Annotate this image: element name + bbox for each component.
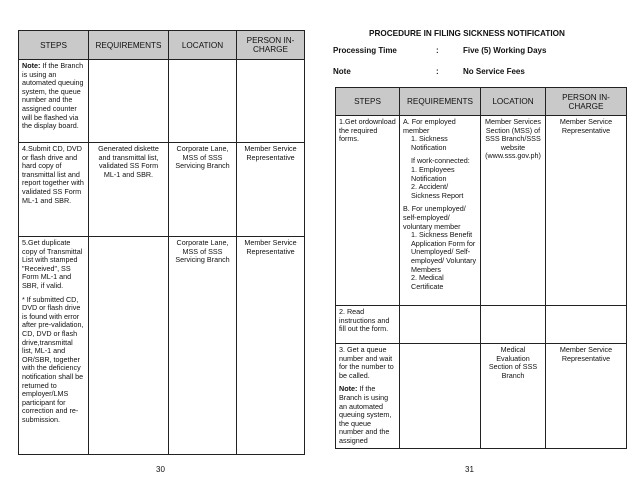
step-cell: 2. Read instructions and fill out the form. [336, 306, 400, 344]
location-cell: Corporate Lane, MSS of SSS Servicing Branch [169, 143, 237, 237]
req-employed-heading: A. For employed member [403, 117, 456, 135]
req-unemployed-heading: B. For unemployed/ self-employed/ voluntary member [403, 204, 466, 231]
requirements-cell [400, 116, 481, 306]
person-cell: Member Service Representative [237, 143, 305, 237]
table-row [19, 237, 305, 455]
req-sickness-benefit-form: 1. Sickness Benefit Application Form for Unemployed/ Self-employed/ Voluntary Members [411, 230, 477, 274]
step-text: 3. Get a queue number and wait for the number to be called. [339, 345, 394, 380]
note-label: Note: [339, 384, 358, 394]
req-if-work-connected: If work-connected: [411, 156, 470, 166]
step-footnote: * If submitted CD, DVD or flash drive is found with error after pre-validation, CD, DVD or flash drive,transmittal list, ML-1 and OR/SBR, together with the deficiency notification shall be returned to employer/LMS participant for correction and re-submission. [22, 294, 84, 424]
req-sickness-notification: 1. Sickness Notification [411, 134, 448, 152]
header-person-in-charge: PERSON IN-CHARGE [237, 31, 305, 60]
fee-note-row [333, 67, 633, 79]
header-location: LOCATION [169, 31, 237, 60]
table-row [336, 344, 627, 449]
step-cell [19, 237, 89, 455]
note-text: If the Branch is using an automated queuing system, the queue number and the assigned [339, 384, 392, 445]
header-person-in-charge: PERSON IN-CHARGE [546, 88, 627, 116]
requirements-cell: Generated diskette and transmittal list, validated SS Form ML-1 and SBR. [89, 143, 169, 237]
right-page [319, 0, 638, 493]
table-row [19, 143, 305, 237]
requirements-cell [89, 237, 169, 455]
header-location: LOCATION [481, 88, 546, 116]
left-procedure-table [18, 30, 305, 455]
page-number: 31 [465, 465, 474, 474]
page-title: PROCEDURE IN FILING SICKNESS NOTIFICATION [369, 29, 565, 38]
header-steps: STEPS [336, 88, 400, 116]
location-cell: Member Services Section (MSS) of SSS Branch/SSS website (www.sss.gov.ph) [481, 116, 546, 306]
req-employees-notification: 1. Employees Notification [411, 164, 455, 183]
fee-note-label: Note [333, 67, 351, 76]
location-cell: Corporate Lane, MSS of SSS Servicing Branch [169, 237, 237, 455]
header-requirements: REQUIREMENTS [400, 88, 481, 116]
fee-note-colon: : [436, 67, 439, 76]
step-text: 5.Get duplicate copy of Transmittal List with stamped "Received", SS Form ML-1 and SBR, if valid. [22, 238, 83, 290]
note-text: If the Branch is using an automated queuing system, the queue number and the assigned counter will be flashed via the display board. [22, 61, 84, 131]
right-procedure-table [335, 87, 627, 449]
step-note [339, 385, 396, 445]
header-steps: STEPS [19, 31, 89, 60]
table-row [19, 60, 305, 143]
table-row [336, 306, 627, 344]
note-label: Note: [22, 61, 41, 70]
req-accident-report: 2. Accident/ Sickness Report [411, 182, 464, 200]
person-cell: Member Service Representative [546, 116, 627, 306]
fee-note-value: No Service Fees [463, 67, 525, 76]
processing-time-value: Five (5) Working Days [463, 46, 547, 55]
page-number: 30 [156, 465, 165, 474]
processing-time-label: Processing Time [333, 46, 397, 55]
step-cell: 4.Submit CD, DVD or flash drive and hard copy of transmittal list and report together with validated SS Form ML-1 and SBR. [19, 143, 89, 237]
req-medical-certificate: 2. Medical Certificate [411, 273, 444, 291]
step-cell: 1.Get ordownload the required forms. [336, 116, 400, 306]
note-cell [19, 60, 89, 143]
location-cell: Medical Evaluation Section of SSS Branch [481, 344, 546, 449]
table-row [336, 116, 627, 306]
person-cell: Member Service Representative [237, 237, 305, 455]
person-cell: Member Service Representative [546, 344, 627, 449]
step-cell [336, 344, 400, 449]
header-requirements: REQUIREMENTS [89, 31, 169, 60]
processing-time-row [333, 46, 633, 58]
processing-time-colon: : [436, 46, 439, 55]
